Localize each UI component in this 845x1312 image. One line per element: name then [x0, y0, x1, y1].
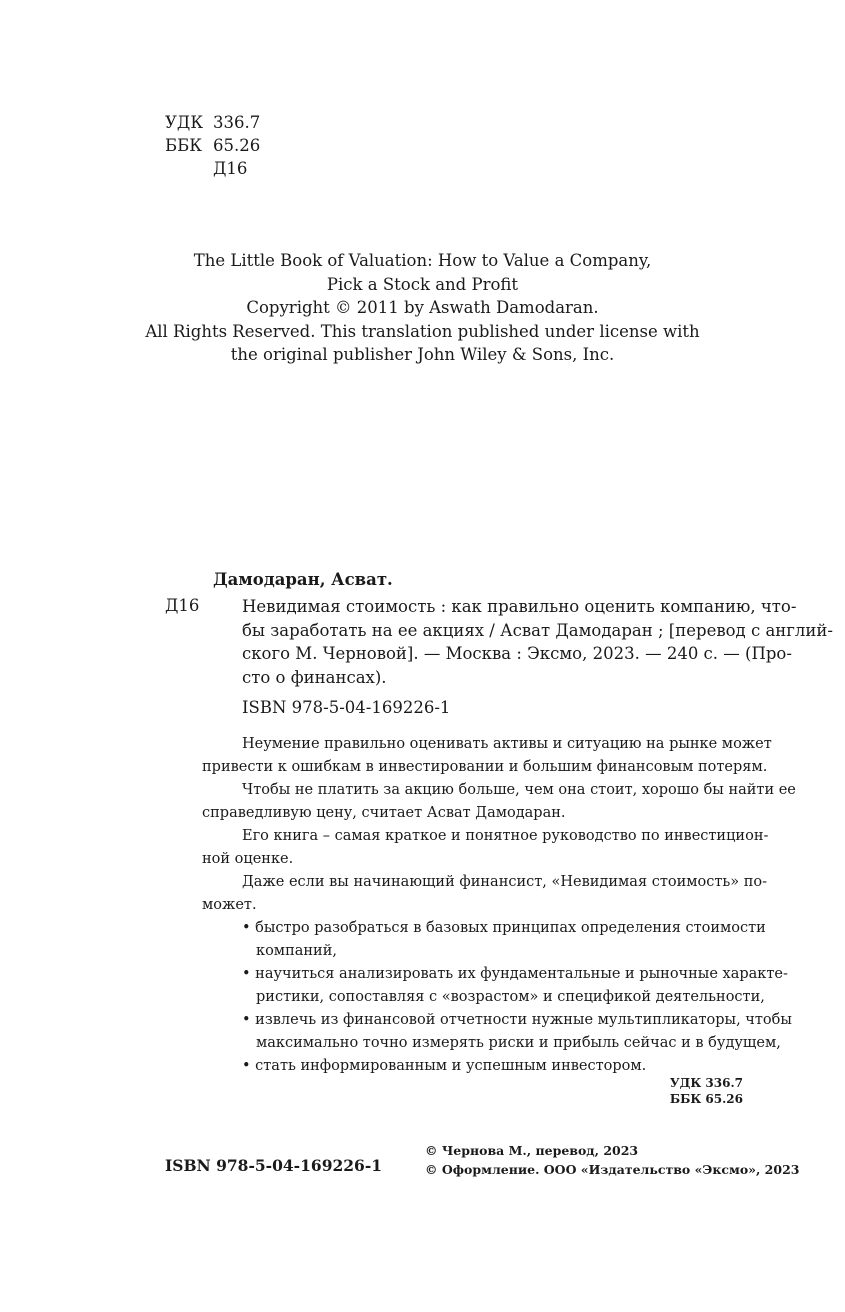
description-line: бы заработать на ее акциях / Асват Дамодаран ; [перевод с англий-: [242, 620, 833, 640]
bullet-line: ристики, сопоставляя с «возрастом» и спецификой деятельности,: [256, 988, 765, 1005]
author-mark: Д16: [213, 159, 248, 178]
author-mark-line: [165, 159, 247, 178]
bibliographic-description: [242, 595, 833, 689]
isbn-record: ISBN 978-5-04-169226-1: [242, 698, 451, 717]
bullet-line: • научиться анализировать их фундаментальные и рыночные характе-: [242, 966, 788, 982]
copyright-notice: [0, 249, 845, 367]
bullet-line: • извлечь из финансовой отчетности нужные мультипликаторы, чтобы: [242, 1012, 792, 1028]
annotation-line: Его книга – самая краткое и понятное руководство по инвестицион-: [242, 828, 769, 844]
bbk-line: [165, 136, 260, 155]
bullet-line: компаний,: [256, 942, 337, 959]
udk-label: УДК: [165, 113, 204, 132]
right-code-bbk: ББК 65.26: [669, 1092, 743, 1106]
bullet-line: • быстро разобраться в базовых принципах определения стоимости: [242, 920, 766, 936]
author-heading: Дамодаран, Асват.: [213, 570, 393, 589]
annotation-line: Даже если вы начинающий финансист, «Невидимая стоимость» по-: [242, 874, 768, 890]
notice-line: The Little Book of Valuation: How to Value a Company,: [193, 251, 652, 270]
annotation-paragraph: [202, 871, 768, 916]
bbk-value: 65.26: [213, 136, 261, 155]
notice-line: Pick a Stock and Profit: [326, 274, 519, 294]
annotation-line: может.: [202, 896, 257, 913]
annotation-paragraph: [202, 825, 769, 870]
annotation-line: справедливую цену, считает Асват Дамодаран.: [202, 804, 566, 821]
copyright-design: © Оформление. ООО «Издательство «Эксмо», 2023: [425, 1162, 800, 1177]
bullet-item: [242, 1009, 792, 1054]
bullet-item: [242, 963, 788, 1008]
udk-line: [165, 113, 260, 132]
notice-line: All Rights Reserved. This translation published under license with: [145, 321, 700, 341]
annotation-paragraph: [202, 733, 772, 778]
description-line: ского М. Черновой]. — Москва : Эксмо, 2023. — 240 с. — (Про-: [242, 644, 792, 663]
right-classification-codes: [600, 1075, 743, 1107]
annotation-line: Чтобы не платить за акцию больше, чем она стоит, хорошо бы найти ее: [242, 782, 796, 798]
bibliographic-code: Д16: [165, 596, 200, 615]
annotation-line: Неумение правильно оценивать активы и ситуацию на рынке может: [242, 736, 772, 752]
udk-value: 336.7: [213, 113, 261, 132]
annotation-line: привести к ошибкам в инвестировании и большим финансовым потерям.: [202, 758, 768, 775]
description-line: сто о финансах).: [242, 667, 387, 687]
footer-copyrights: [425, 1141, 799, 1179]
notice-line: Copyright © 2011 by Aswath Damodaran.: [246, 298, 599, 317]
copyright-translation: © Чернова М., перевод, 2023: [425, 1143, 639, 1158]
annotation-paragraph: [202, 779, 796, 824]
notice-line: the original publisher John Wiley & Sons, Inc.: [230, 345, 615, 364]
bbk-label: ББК: [165, 136, 203, 155]
bullet-line: максимально точно измерять риски и прибыль сейчас и в будущем,: [256, 1034, 781, 1051]
bullet-line: • стать информированным и успешным инвестором.: [242, 1058, 647, 1074]
footer-isbn: ISBN 978-5-04-169226-1: [165, 1156, 383, 1175]
annotation-line: ной оценке.: [202, 850, 294, 867]
right-code-udk: УДК 336.7: [669, 1076, 743, 1090]
description-line: Невидимая стоимость : как правильно оценить компанию, что-: [242, 597, 797, 616]
bullet-item: [242, 917, 766, 962]
